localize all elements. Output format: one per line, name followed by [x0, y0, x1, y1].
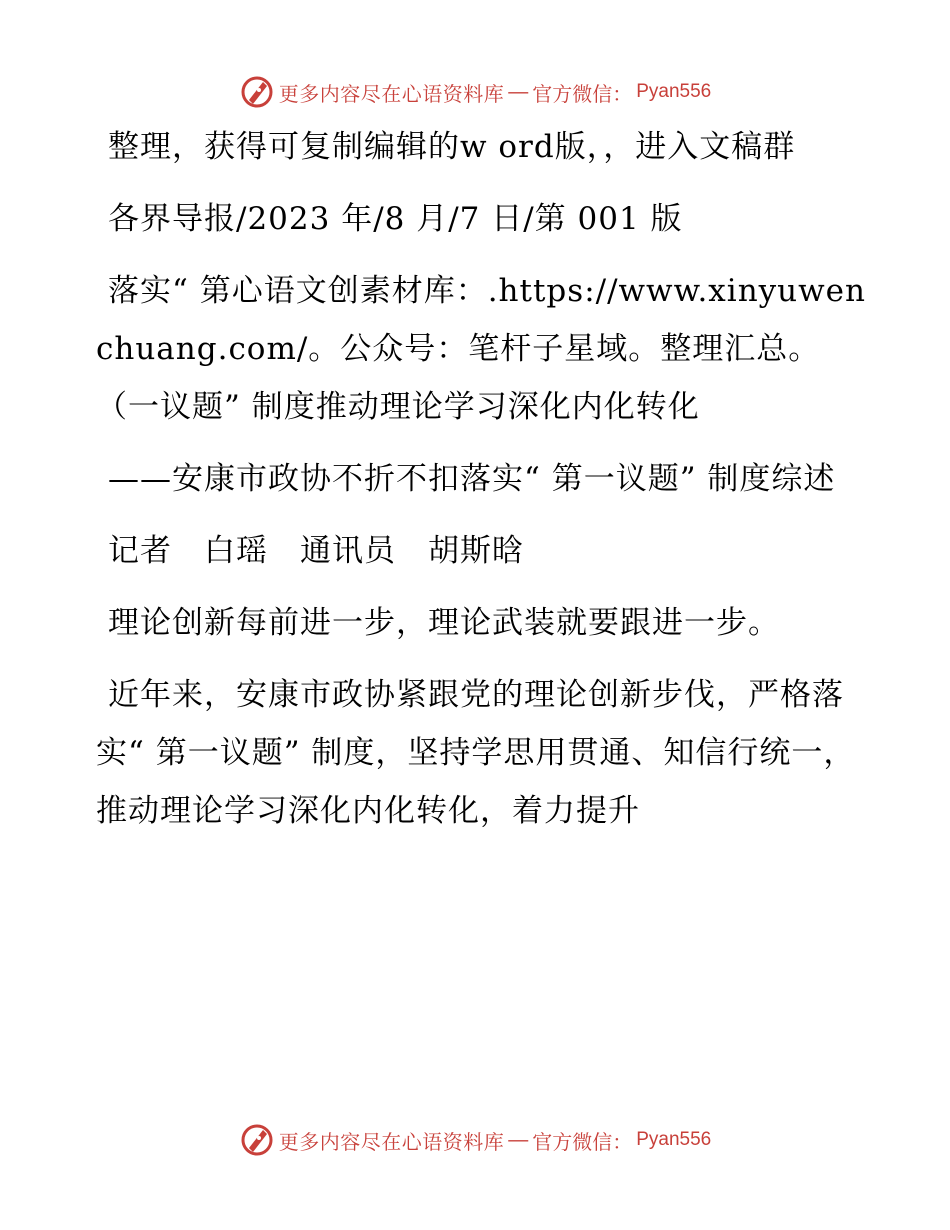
banner-wechat-label: 官方微信：: [532, 1129, 633, 1154]
paragraph-headline: 落实“ 第心语文创素材库：.https://www.xinyuwenchuang.com/。公众号：笔杆子星域。整理汇总。（一议题” 制度推动理论学习深化内化转化: [96, 273, 866, 425]
pen-nib-logo-icon: [239, 74, 275, 110]
header-watermark-banner: [0, 72, 950, 112]
banner-wechat-id: Pyan556: [636, 1129, 712, 1150]
paragraph-byline: 记者 白瑶 通讯员 胡斯晗: [108, 533, 524, 569]
paragraph-subheadline: ——安康市政协不折不扣落实“ 第一议题” 制度综述: [108, 461, 836, 497]
banner-slogan: 更多内容尽在心语资料库: [278, 1129, 505, 1154]
pen-nib-logo-icon: [239, 1122, 275, 1158]
banner-wechat-id: Pyan556: [636, 81, 712, 102]
paragraph-lead: 理论创新每前进一步，理论武装就要跟进一步。: [108, 605, 780, 641]
paragraph-body: 近年来，安康市政协紧跟党的理论创新步伐，严格落实“ 第一议题” 制度，坚持学思用贯通、知信行统一，推动理论学习深化内化转化，着力提升: [96, 677, 856, 829]
document-body: [96, 118, 866, 854]
banner-separator: —: [508, 1128, 529, 1151]
footer-watermark-banner: [0, 1120, 950, 1160]
banner-slogan: 更多内容尽在心语资料库: [278, 81, 505, 106]
banner-separator: —: [508, 80, 529, 103]
paragraph-source: 各界导报/2023 年/8 月/7 日/第 001 版: [108, 201, 683, 237]
banner-wechat-label: 官方微信：: [532, 81, 633, 106]
paragraph-notice: 整理，获得可复制编辑的w ord版，，进入文稿群: [108, 129, 796, 165]
